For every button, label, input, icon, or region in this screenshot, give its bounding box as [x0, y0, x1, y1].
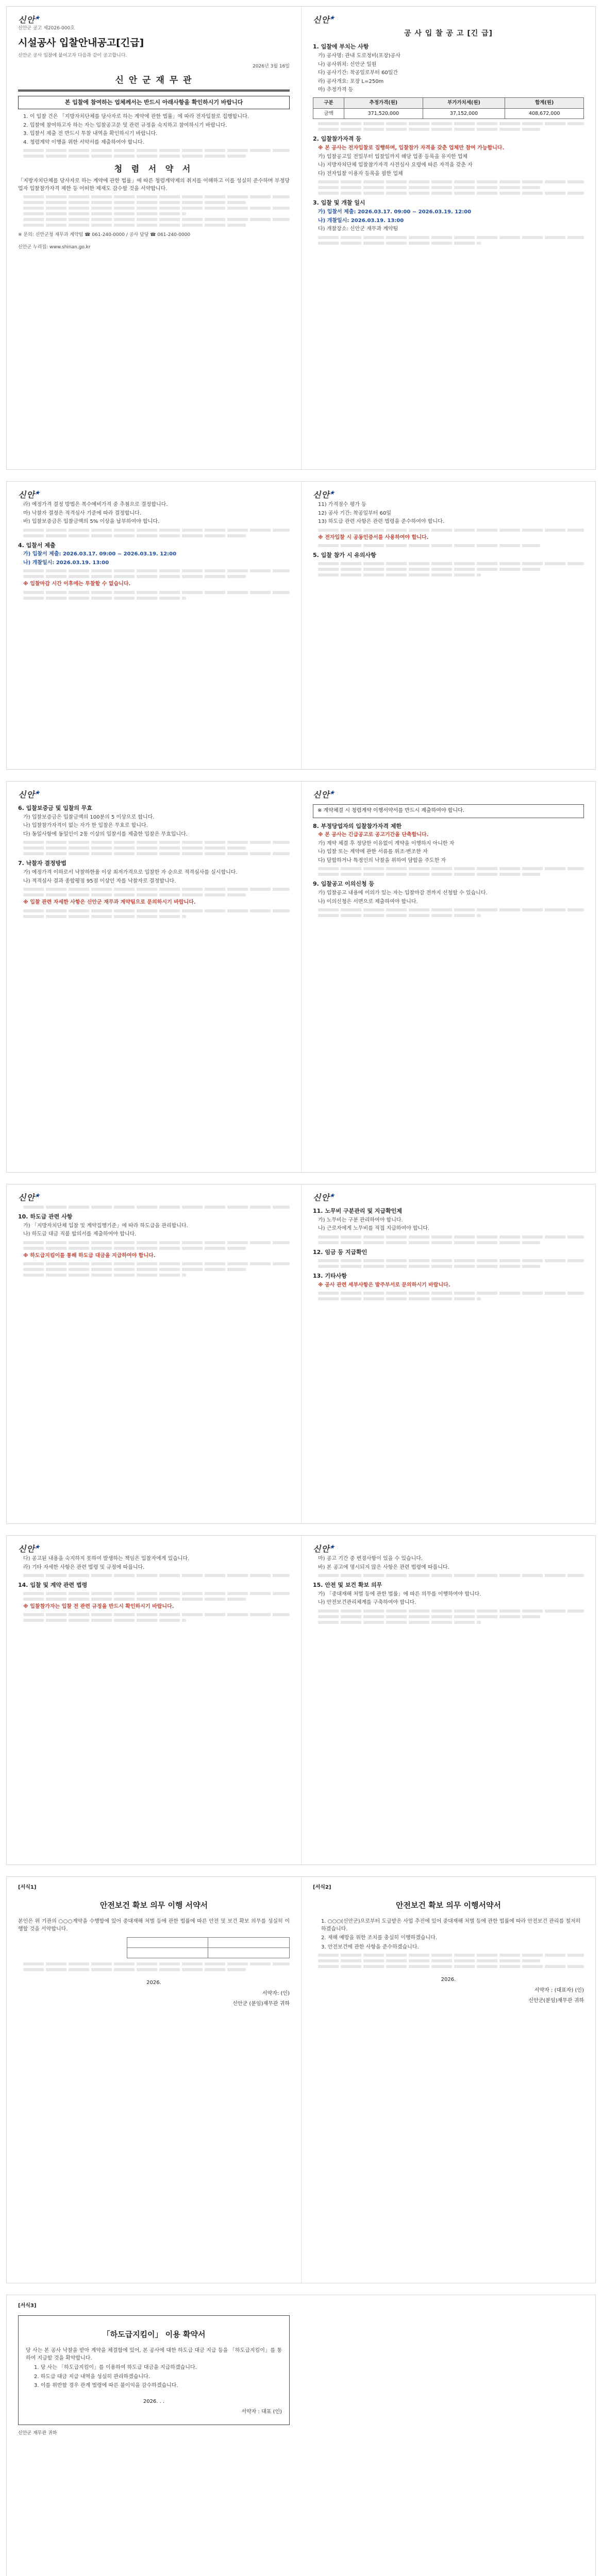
list-item: 나) 입찰 또는 계약에 관한 서류를 위조·변조한 자 — [318, 849, 428, 855]
signature-cell[interactable] — [127, 1948, 208, 1958]
form-recipient: 신안군 (분임)재무관 귀하 — [232, 2001, 290, 2007]
text-placeholder — [23, 195, 290, 198]
text-placeholder — [318, 867, 584, 870]
text-placeholder — [23, 1274, 186, 1277]
form-date: 2026. . . — [143, 2398, 165, 2404]
page-title: 공 사 입 찰 공 고 [긴 급] — [404, 29, 493, 38]
text-placeholder — [23, 207, 290, 210]
page-8 — [301, 1184, 595, 1523]
list-item: 가) 공사명: 관내 도로정비(포장)공사 — [318, 53, 400, 59]
notice-number: 신안군 공고 제2026-000호 — [18, 26, 75, 31]
text-placeholder — [23, 201, 246, 204]
divider — [18, 90, 290, 92]
text-placeholder — [318, 186, 540, 189]
list-item: 마) 낙찰자 결정은 적격심사 기준에 따라 결정합니다. — [23, 510, 142, 516]
text-placeholder — [23, 1613, 290, 1616]
list-item: 가) 「지방자치단체 입찰 및 계약집행기준」에 따라 하도급을 관리합니다. — [23, 1223, 188, 1229]
list-item: 다) 담합하거나 특정인의 낙찰을 위하여 담합을 주도한 자 — [318, 857, 446, 863]
text-placeholder — [23, 1619, 186, 1622]
text-placeholder — [318, 873, 540, 876]
shinan-logo: 신안★ — [313, 15, 335, 25]
page-spread-3 — [6, 781, 596, 1173]
text-placeholder — [23, 149, 290, 152]
list-item: 나) 지방자치단체 입찰참가자격 사전심사 요령에 따른 자격을 갖춘 자 — [318, 162, 473, 168]
form-title: 안전보건 확보 의무 이행서약서 — [395, 1900, 501, 1910]
text-placeholder — [23, 575, 246, 578]
list-item: 2. 입찰에 참여하고자 하는 자는 입찰공고문 및 관련 규정을 숙지하고 참여하시기 바랍니다. — [23, 122, 227, 128]
form-recipient: 신안군(분임)재무관 귀하 — [528, 1998, 584, 2004]
page-13 — [7, 2295, 301, 2576]
list-item: 나) 개찰일시: 2026.03.19. 13:00 — [318, 217, 404, 224]
list-item: 가) 입찰보증금은 입찰금액의 100분의 5 이상으로 합니다. — [23, 814, 155, 820]
text-placeholder — [318, 122, 584, 125]
text-placeholder — [318, 1609, 584, 1613]
notice-date: 2026년 3월 16일 — [253, 63, 290, 69]
list-item: 11) 가격점수 평가 등 — [318, 502, 366, 507]
warning-text: ※ 본 공사는 긴급공고로 공고기간을 단축합니다. — [318, 832, 429, 838]
list-item: 나) 안전보건관리체계를 구축하여야 합니다. — [318, 1600, 416, 1606]
list-item: 다) 동일사항에 동일인이 2통 이상의 입찰서를 제출한 입찰은 무효입니다. — [23, 831, 188, 837]
form-recipient: 신안군 재무관 귀하 — [18, 2430, 57, 2436]
list-item: 나) 입찰참가자격이 없는 자가 한 입찰은 무효로 합니다. — [23, 823, 148, 829]
section-heading: 8. 부정당업자의 입찰참가자격 제한 — [313, 822, 402, 829]
text-placeholder — [23, 1241, 290, 1244]
table-cell: 37,152,000 — [423, 108, 505, 119]
signature-cell[interactable] — [208, 1938, 290, 1948]
list-item: 나) 근로자에게 노무비를 직접 지급하여야 합니다. — [318, 1226, 430, 1232]
shinan-logo: 신안★ — [18, 790, 40, 800]
text-placeholder — [23, 224, 246, 227]
text-placeholder — [318, 529, 584, 532]
warning-text: ※ 입찰참가자는 입찰 전 관련 규정을 반드시 확인하시기 바랍니다. — [23, 1603, 174, 1609]
page-spread-1 — [6, 6, 596, 470]
list-item: 가) 「중대재해 처벌 등에 관한 법률」에 따른 의무를 이행하여야 합니다. — [318, 1591, 481, 1597]
text-placeholder — [23, 1268, 246, 1271]
text-placeholder — [318, 1297, 481, 1300]
list-item: 라) 예정가격 결정 방법은 복수예비가격 중 추첨으로 결정합니다. — [23, 502, 168, 507]
text-placeholder — [23, 915, 186, 918]
integrity-title: 청 렴 서 약 서 — [114, 164, 194, 174]
form-date: 2026. — [441, 1977, 456, 1983]
table-cell: 금액 — [313, 108, 344, 119]
list-item: 2. 하도급 대금 지급 내역을 성실히 관리하겠습니다. — [34, 2374, 150, 2380]
text-placeholder — [318, 914, 481, 917]
text-placeholder — [23, 1962, 290, 1965]
form-label: [서식1] — [18, 1885, 37, 1890]
table-row — [313, 108, 584, 119]
notice-subtitle: 신안군 공사 입찰에 붙이고자 다음과 같이 공고합니다. — [18, 53, 127, 58]
list-item: 나) 하도급 대금 직불 합의서를 제출하여야 합니다. — [23, 1231, 137, 1238]
text-placeholder — [23, 1206, 290, 1209]
list-item: 3. 입찰서 제출 전 반드시 투찰 내역을 확인하시기 바랍니다. — [23, 131, 158, 137]
form-body: 본인은 위 기관의 ○○○계약을 수행함에 있어 중대재해 처벌 등에 관한 법률에 따른 안전 및 보건 확보 의무를 성실히 이행할 것을 서약합니다. — [18, 1919, 290, 1932]
list-item: 가) 입찰공고 내용에 이의가 있는 자는 입찰마감 전까지 신청할 수 있습니다. — [318, 890, 488, 896]
notice-title: 시설공사 입찰안내공고[긴급] — [18, 37, 144, 49]
text-placeholder — [23, 569, 290, 572]
warning-text: ※ 본 공사는 전자입찰로 집행하며, 입찰참가 자격을 갖춘 업체만 참여 가능합니다. — [318, 145, 505, 151]
section-heading: 13. 기타사항 — [313, 1272, 347, 1279]
section-heading: 9. 입찰공고 이의신청 등 — [313, 880, 374, 888]
text-placeholder — [23, 1592, 290, 1595]
text-placeholder — [318, 1259, 584, 1262]
text-placeholder — [23, 597, 186, 600]
page-7 — [7, 1184, 301, 1523]
blank-page — [301, 2295, 595, 2576]
shinan-logo: 신안★ — [18, 1193, 40, 1202]
text-placeholder — [318, 128, 540, 131]
section-heading: 4. 입찰서 제출 — [18, 541, 56, 549]
list-item: 나) 공사위치: 신안군 일원 — [318, 61, 377, 67]
form-body: 당 사는 본 공사 낙찰을 받아 계약을 체결함에 있어, 본 공사에 대한 하도급 대금 지급 등을 「하도급지킴이」를 통하여 지급할 것을 확약합니다. — [26, 2348, 282, 2361]
page-1 — [7, 7, 301, 469]
page-spread-6 — [6, 1876, 596, 2283]
form-box — [18, 2315, 290, 2425]
form-signer: 서약자: (인) — [262, 1990, 290, 1996]
list-item: 다) 전자입찰 이용자 등록을 필한 업체 — [318, 171, 403, 177]
text-placeholder — [23, 1574, 290, 1577]
section-heading: 14. 입찰 및 계약 관련 법령 — [18, 1582, 88, 1588]
shinan-logo: 신안★ — [18, 15, 40, 25]
text-placeholder — [318, 1574, 584, 1577]
text-placeholder — [23, 1968, 246, 1971]
section-heading: 12. 임금 등 지급확인 — [313, 1248, 367, 1256]
text-placeholder — [318, 1954, 584, 1957]
table-header: 구분 — [313, 97, 344, 108]
table-header: 부가가치세(원) — [423, 97, 505, 108]
list-item: 다) 공고된 내용을 숙지하지 못하여 발생하는 책임은 입찰자에게 있습니다. — [23, 1556, 190, 1562]
table-header: 추정가격(원) — [344, 97, 423, 108]
list-item: 12) 공사 기간: 착공일부터 60일 — [318, 510, 392, 516]
text-placeholder — [23, 155, 246, 158]
text-placeholder — [318, 192, 584, 195]
contact-info: ※ 문의: 신안군청 재무과 계약팀 ☎ 061-240-0000 / 공사 담당 ☎ 061-240-0000 — [18, 232, 191, 238]
table-cell: 371,520,000 — [344, 108, 423, 119]
list-item: 13) 하도급 관련 사항은 관련 법령을 준수하여야 합니다. — [318, 519, 444, 524]
form-signer: 서약자 : 대표 (인) — [241, 2409, 282, 2415]
text-placeholder — [23, 534, 246, 537]
text-placeholder — [23, 1262, 290, 1265]
form-title: 「하도급지킴이」 이용 확약서 — [102, 2329, 206, 2339]
text-placeholder — [318, 573, 481, 577]
shinan-logo: 신안★ — [313, 1544, 335, 1554]
list-item: 가) 노무비는 구분 관리하여야 합니다. — [318, 1217, 403, 1223]
list-item: 마) 공고 기간 중 변경사항이 있을 수 있습니다. — [318, 1556, 423, 1562]
list-item: 3. 안전보건에 관한 사항을 준수하겠습니다. — [321, 1944, 419, 1950]
section-heading: 7. 낙찰자 결정방법 — [18, 860, 66, 867]
warning-text: ※ 입찰마감 시간 이후에는 투찰할 수 없습니다. — [23, 581, 131, 587]
page-2 — [301, 7, 595, 469]
shinan-logo: 신안★ — [18, 490, 40, 500]
text-placeholder — [23, 893, 246, 896]
list-item: 1. 이 입찰 건은 「지방자치단체를 당사자로 하는 계약에 관한 법률」에 따라 전자입찰로 집행합니다. — [23, 114, 249, 120]
section-heading: 1. 입찰에 부치는 사항 — [313, 43, 369, 50]
list-item: 다) 개찰장소: 신안군 재무과 계약팀 — [318, 226, 398, 232]
form-title: 안전보건 확보 의무 이행 서약서 — [99, 1900, 208, 1910]
page-spread-4 — [6, 1184, 596, 1524]
text-placeholder — [23, 1598, 246, 1601]
page-5 — [7, 782, 301, 1172]
text-placeholder — [318, 1241, 540, 1244]
form-signer: 서약자 : (대표자) (인) — [534, 1987, 584, 1993]
shinan-logo: 신안★ — [18, 1544, 40, 1554]
text-placeholder — [318, 1959, 540, 1962]
list-item: 4. 청렴계약 이행을 위한 서약서를 제출하여야 합니다. — [23, 139, 144, 145]
list-item: 나) 적격심사 결과 종합평점 95점 이상인 자를 낙찰자로 결정합니다. — [23, 878, 176, 884]
text-placeholder — [318, 908, 584, 911]
page-spread-5 — [6, 1535, 596, 1865]
list-item: 가) 입찰서 제출: 2026.03.17. 09:00 ~ 2026.03.19. 12:00 — [318, 209, 472, 215]
text-placeholder — [318, 544, 540, 547]
list-item: 라) 공사개요: 포장 L=250m — [318, 78, 384, 84]
list-item: 가) 예정가격 이하로서 낙찰하한율 이상 최저가격으로 입찰한 자 순으로 적격심사를 실시합니다. — [23, 870, 238, 876]
price-table — [313, 97, 584, 120]
warning-text: ※ 공사 관련 세부사항은 발주부서로 문의하시기 바랍니다. — [318, 1282, 450, 1288]
text-placeholder — [23, 529, 290, 532]
text-placeholder — [23, 841, 290, 844]
signature-cell[interactable] — [127, 1938, 208, 1948]
text-placeholder — [23, 888, 290, 891]
list-item: 1. 당 사는 「하도급지킴이」를 이용하여 하도급 대금을 지급하겠습니다. — [34, 2365, 197, 2371]
list-item: 나) 개찰일시: 2026.03.19. 13:00 — [23, 560, 109, 566]
text-placeholder — [318, 568, 540, 571]
text-placeholder — [23, 1247, 246, 1250]
shinan-logo: 신안★ — [313, 790, 335, 800]
warning-text: ※ 하도급지킴이를 통해 하도급 대금을 지급하여야 합니다. — [23, 1252, 156, 1259]
section-heading: 11. 노무비 구분관리 및 지급확인제 — [313, 1208, 402, 1214]
text-placeholder — [23, 909, 290, 912]
page-12 — [301, 1877, 595, 2283]
warning-text: ※ 입찰 관련 자세한 사항은 신안군 재무과 계약팀으로 문의하시기 바랍니다. — [23, 900, 196, 906]
list-item: 다) 공사기간: 착공일로부터 60일간 — [318, 70, 398, 76]
form-label: [서식3] — [18, 2303, 37, 2309]
list-item: 3. 이를 위반할 경우 관계 법령에 따른 불이익을 감수하겠습니다. — [34, 2383, 178, 2389]
notice-box: ※ 계약체결 시 청렴계약 이행서약서를 반드시 제출하여야 합니다. — [313, 804, 584, 818]
section-heading: 15. 안전 및 보건 확보 의무 — [313, 1582, 382, 1588]
section-heading: 10. 하도급 관련 사항 — [18, 1213, 73, 1220]
form-date: 2026. — [146, 1980, 161, 1986]
website-link[interactable]: 신안군 누리집: www.shinan.go.kr — [18, 244, 91, 250]
text-placeholder — [318, 1621, 481, 1624]
department-name: 신 안 군 재 무 관 — [115, 75, 193, 86]
list-item: 라) 기타 자세한 사항은 관련 법령 및 규정에 따릅니다. — [23, 1564, 145, 1570]
text-placeholder — [318, 562, 584, 565]
list-item: 바) 입찰보증금은 입찰금액의 5% 이상을 납부하여야 합니다. — [23, 519, 160, 524]
list-item: 1. ○○○(신안군)으로부터 도급받은 사업 추진에 있어 중대재해 처벌 등에 관한 법률에 따라 안전보건 관리를 철저히 하겠습니다. — [321, 1919, 581, 1932]
list-item: 가) 입찰서 제출: 2026.03.17. 09:00 ~ 2026.03.19. 12:00 — [23, 551, 177, 557]
section-heading: 5. 입찰 참가 시 유의사항 — [313, 552, 376, 558]
text-placeholder — [318, 1292, 584, 1295]
text-placeholder — [23, 846, 246, 850]
list-item: 바) 본 공고에 명시되지 않은 사항은 관련 법령에 따릅니다. — [318, 1564, 449, 1570]
page-spread-7 — [6, 2295, 596, 2576]
table-header: 합계(원) — [505, 97, 584, 108]
form-label: [서식2] — [313, 1885, 331, 1890]
text-placeholder — [23, 852, 290, 855]
page-4 — [301, 482, 595, 769]
warning-text: ※ 전자입찰 시 공동인증서를 사용하여야 합니다. — [318, 534, 429, 540]
section-heading: 6. 입찰보증금 및 입찰의 무효 — [18, 805, 93, 811]
list-item: 가) 계약 체결 후 정당한 이유없이 계약을 이행하지 아니한 자 — [318, 840, 455, 846]
list-item: 마) 추정가격 등 — [318, 87, 354, 93]
text-placeholder — [318, 1965, 584, 1968]
headline-box: 본 입찰에 참여하는 업체께서는 반드시 아래사항을 확인하시기 바랍니다 — [18, 96, 290, 109]
signature-table — [127, 1937, 290, 1958]
page-spread-2 — [6, 481, 596, 770]
page-9 — [7, 1536, 301, 1865]
text-placeholder — [23, 212, 186, 215]
table-cell: 408,672,000 — [505, 108, 584, 119]
page-6 — [301, 782, 595, 1172]
text-placeholder — [318, 236, 584, 239]
signature-cell[interactable] — [208, 1948, 290, 1958]
page-3 — [7, 482, 301, 769]
text-placeholder — [318, 180, 584, 183]
list-item: 나) 이의신청은 서면으로 제출하여야 합니다. — [318, 899, 418, 905]
shinan-logo: 신안★ — [313, 490, 335, 500]
section-heading: 3. 입찰 및 개찰 일시 — [313, 199, 365, 207]
list-item: 2. 재해 예방을 위한 조치를 충실히 이행하겠습니다. — [321, 1935, 437, 1941]
list-item: 가) 입찰공고일 전일부터 입찰일까지 해당 업종 등록을 유지한 업체 — [318, 154, 468, 160]
page-11 — [7, 1877, 301, 2283]
text-placeholder — [318, 1265, 540, 1268]
shinan-logo: 신안★ — [313, 1193, 335, 1202]
text-placeholder — [23, 591, 290, 594]
text-placeholder — [318, 1615, 540, 1618]
text-placeholder — [318, 242, 481, 245]
text-placeholder — [23, 218, 290, 221]
section-heading: 2. 입찰참가자격 등 — [313, 135, 361, 143]
integrity-text: 「지방자치단체를 당사자로 하는 계약에 관한 법률」에 따른 청렴계약제의 취지를 이해하고 이를 성실히 준수하며 부정당업자 입찰참가자격 제한 등 어떠한 제재도 감수할 것을 서약합니다. — [18, 178, 290, 192]
text-placeholder — [318, 1235, 584, 1239]
page-10 — [301, 1536, 595, 1865]
